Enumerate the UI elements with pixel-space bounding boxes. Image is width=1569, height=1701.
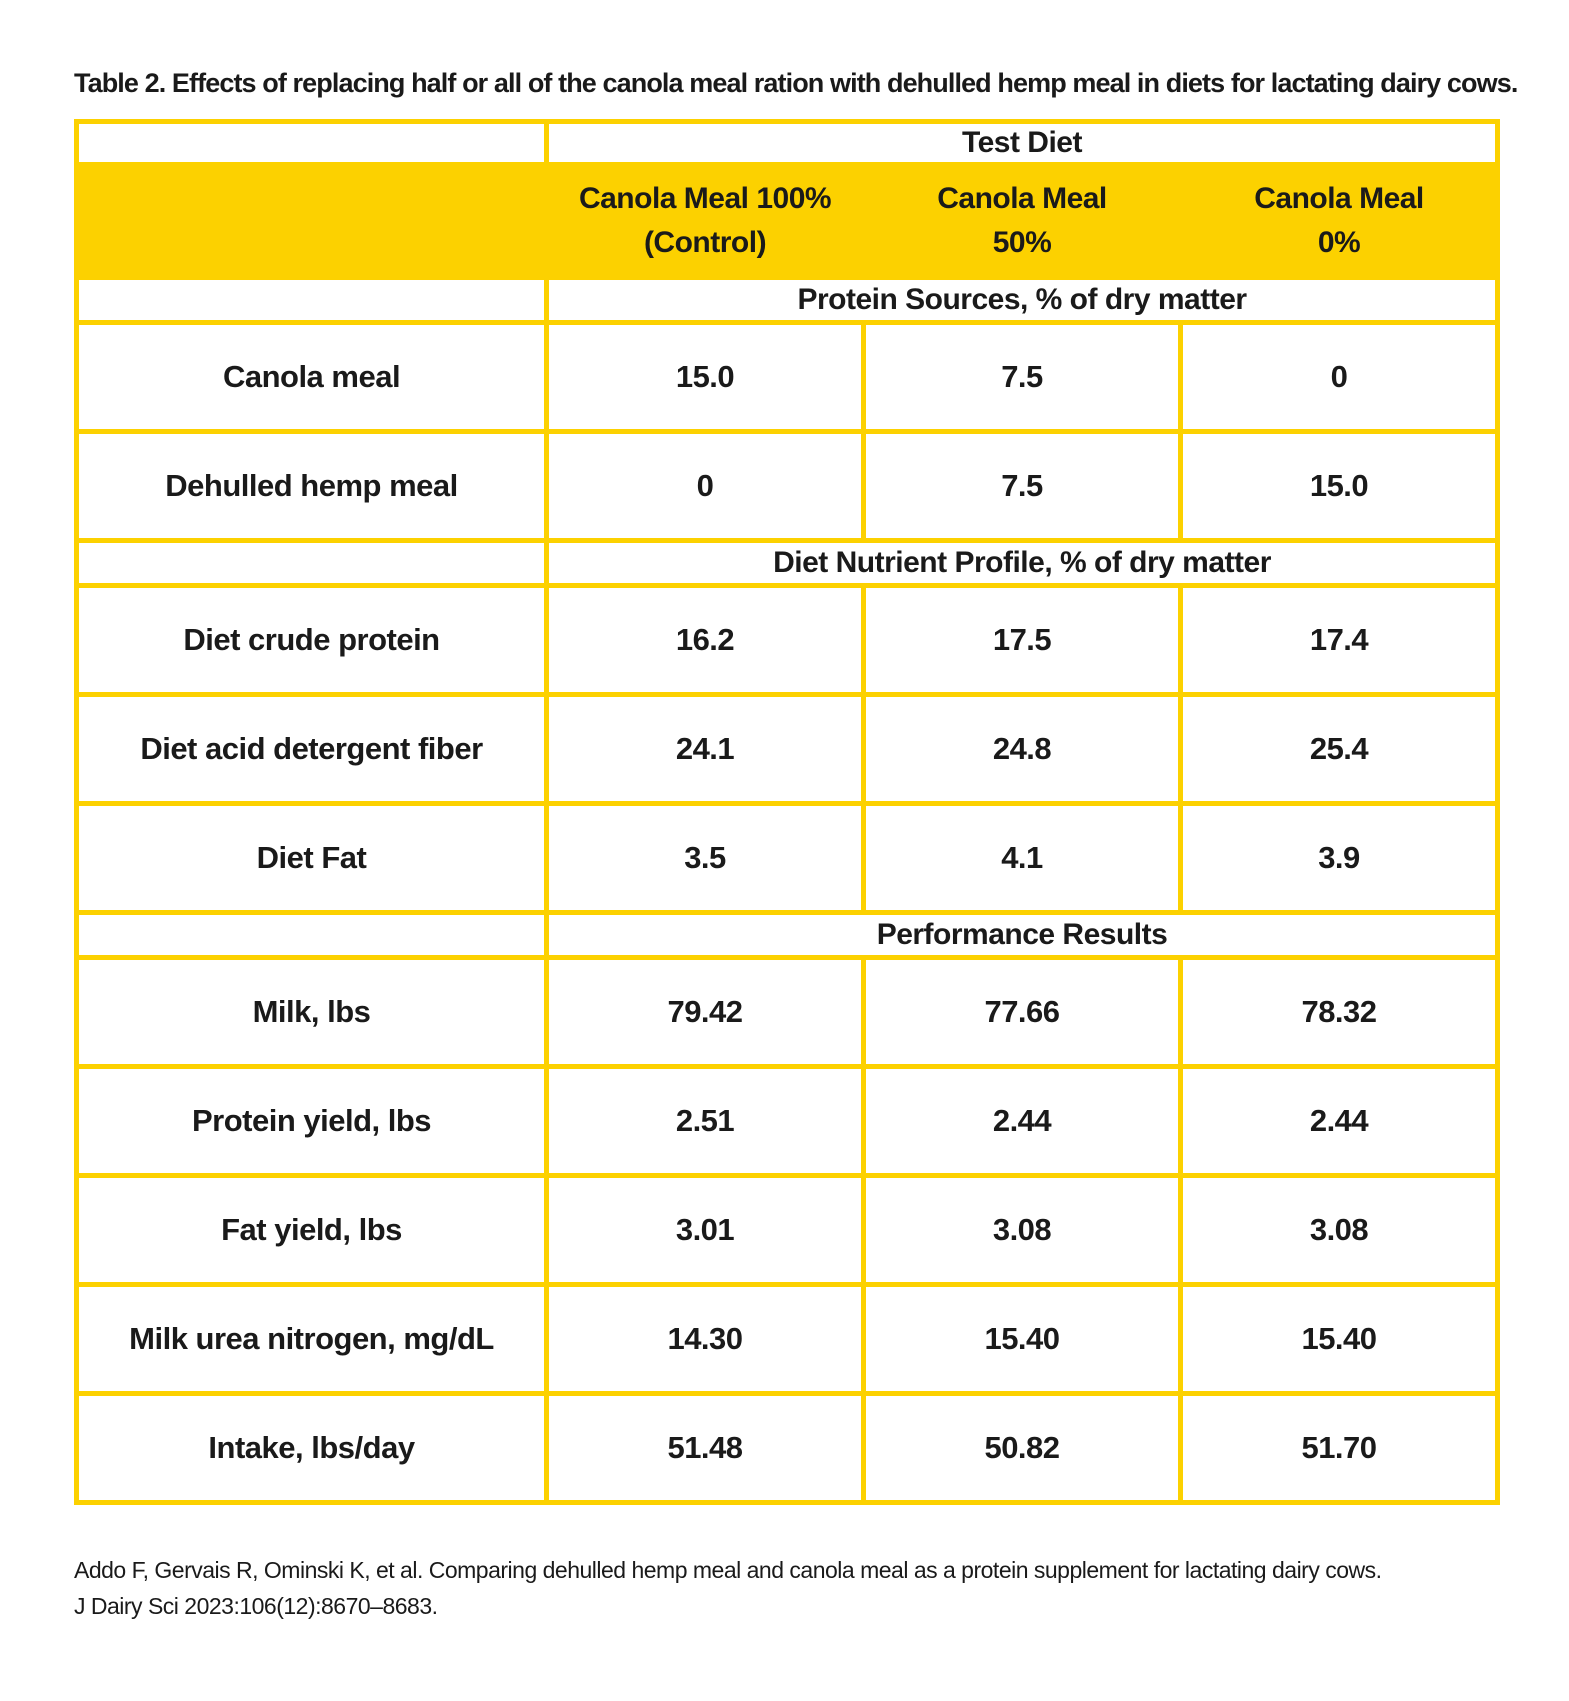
column-header-line: Canola Meal [937,182,1107,215]
row-label: Milk, lbs [77,958,547,1067]
table-cell: 3.08 [864,1176,1181,1285]
test-diet-header: Test Diet [547,122,1498,165]
table-cell: 77.66 [864,958,1181,1067]
table-cell: 7.5 [864,432,1181,541]
row-label: Milk urea nitrogen, mg/dL [77,1285,547,1394]
row-label: Diet Fat [77,804,547,913]
table-cell: 3.08 [1181,1176,1498,1285]
table-row [77,1067,1498,1176]
row-label: Protein yield, lbs [77,1067,547,1176]
column-header-canola-100 [547,165,864,278]
table-cell: 14.30 [547,1285,864,1394]
section-blank-cell [77,278,547,323]
section-title: Performance Results [547,913,1498,958]
table-cell: 24.1 [547,695,864,804]
table-cell: 15.40 [1181,1285,1498,1394]
table-row [77,804,1498,913]
header-corner-cell [77,122,547,165]
row-label: Diet acid detergent fiber [77,695,547,804]
table-cell: 16.2 [547,586,864,695]
table-cell: 15.40 [864,1285,1181,1394]
section-header-row [77,541,1498,586]
section-header-row [77,913,1498,958]
table-row [77,432,1498,541]
row-label: Dehulled hemp meal [77,432,547,541]
table-row [77,1394,1498,1503]
table-cell: 78.32 [1181,958,1498,1067]
section-header-row [77,278,1498,323]
table-cell: 15.0 [1181,432,1498,541]
table-cell: 51.48 [547,1394,864,1503]
column-header-line: 0% [1317,226,1361,259]
row-label: Intake, lbs/day [77,1394,547,1503]
citation-line: J Dairy Sci 2023:106(12):8670–8683. [74,1593,438,1619]
table-caption: Table 2. Effects of replacing half or all of the canola meal ration with dehulled hemp meal in diets for lactating dairy cows. [74,68,1518,98]
table-cell: 50.82 [864,1394,1181,1503]
column-header-canola-50 [864,165,1181,278]
column-header-row [77,165,1498,278]
column-header-blank [77,165,547,278]
table-row [77,695,1498,804]
table-row [77,958,1498,1067]
table-row [77,586,1498,695]
table-body [77,278,1498,1503]
table-cell: 24.8 [864,695,1181,804]
citation-footnote [74,1552,1514,1624]
diet-comparison-table [74,119,1500,1505]
table-cell: 3.5 [547,804,864,913]
table-cell: 25.4 [1181,695,1498,804]
header-group-row [77,122,1498,165]
citation-line: Addo F, Gervais R, Ominski K, et al. Comparing dehulled hemp meal and canola meal as a protein supplement for lactating dairy cows. [74,1557,1382,1583]
table-cell: 4.1 [864,804,1181,913]
table-cell: 7.5 [864,323,1181,432]
column-header-line: Canola Meal 100% [578,182,832,215]
section-title: Protein Sources, % of dry matter [547,278,1498,323]
column-header-canola-0 [1181,165,1498,278]
table-row [77,323,1498,432]
table-cell: 2.44 [1181,1067,1498,1176]
row-label: Fat yield, lbs [77,1176,547,1285]
table-cell: 3.01 [547,1176,864,1285]
section-blank-cell [77,541,547,586]
table-cell: 2.51 [547,1067,864,1176]
table-cell: 2.44 [864,1067,1181,1176]
column-header-line: 50% [992,226,1052,259]
table-cell: 17.5 [864,586,1181,695]
section-blank-cell [77,913,547,958]
table-cell: 17.4 [1181,586,1498,695]
table-row [77,1176,1498,1285]
column-header-line: (Control) [643,226,767,259]
table-cell: 0 [547,432,864,541]
table-row [77,1285,1498,1394]
table-cell: 79.42 [547,958,864,1067]
column-header-line: Canola Meal [1254,182,1424,215]
table-cell: 51.70 [1181,1394,1498,1503]
row-label: Canola meal [77,323,547,432]
table-cell: 0 [1181,323,1498,432]
row-label: Diet crude protein [77,586,547,695]
table-cell: 3.9 [1181,804,1498,913]
table-cell: 15.0 [547,323,864,432]
section-title: Diet Nutrient Profile, % of dry matter [547,541,1498,586]
